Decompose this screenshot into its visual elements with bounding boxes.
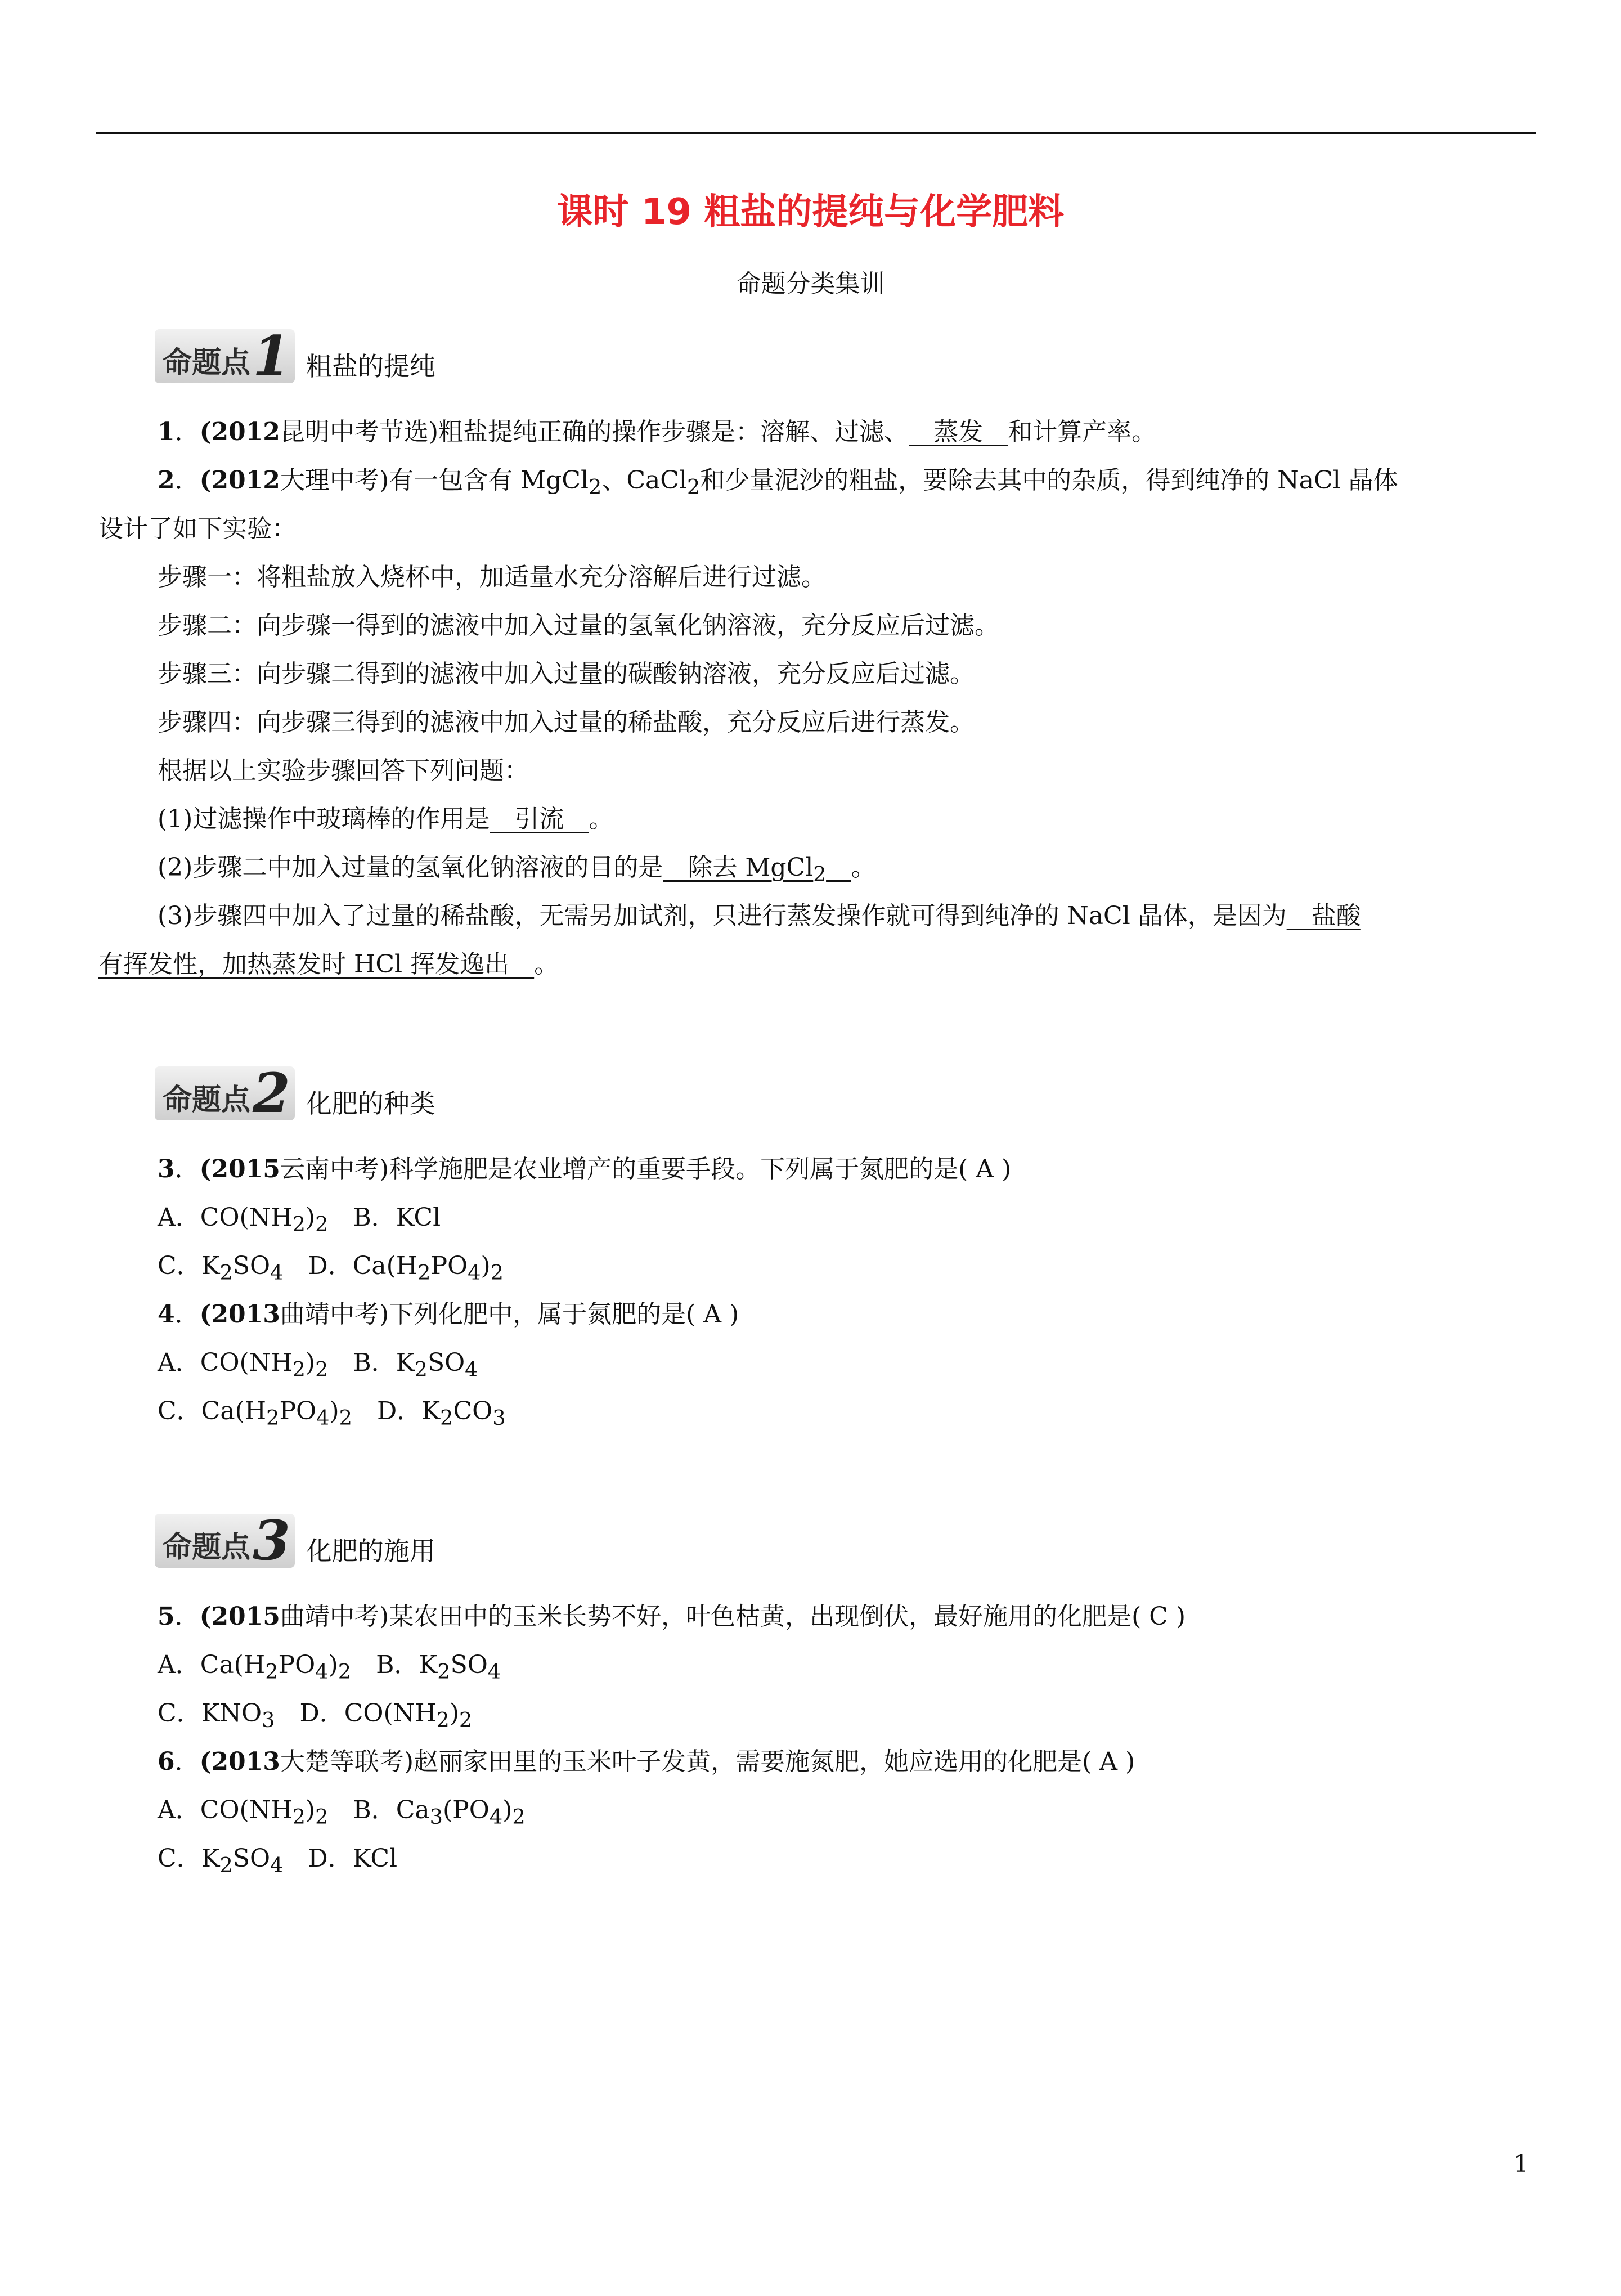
question-2-stem-cont: 设计了如下实验： [98, 514, 297, 543]
question-2-part-2: (2)步骤二中加入过量的氢氧化钠溶液的目的是__除去 MgCl$_2$__。 [158, 853, 876, 886]
options-4-ab: A．$CO(NH_2)_2$ B．$K_2SO_4$ [158, 1348, 478, 1382]
question-2-part-3-cont: 有挥发性，加热蒸发时 HCl 挥发逸出__。 [98, 950, 559, 979]
answer-blank: __盐酸 [1286, 902, 1361, 930]
topic-title: 粗盐的提纯 [306, 351, 435, 382]
topic-badge: 命题点 1 [155, 329, 295, 383]
options-6-cd: C．$K_2SO_4$ D．KCl [158, 1844, 398, 1877]
options-6-ab: A．$CO(NH_2)_2$ B．$Ca_3(PO_4)_2$ [158, 1796, 526, 1829]
topic-title: 化肥的施用 [306, 1536, 435, 1566]
topic-badge: 命题点 2 [155, 1066, 295, 1120]
question-1: 1．(2012昆明中考节选)粗盐提纯正确的操作步骤是：溶解、过滤、__蒸发__和计算产率。 [158, 418, 1157, 446]
options-3-cd: C．$K_2SO_4$ D．$Ca(H_2PO_4)_2$ [158, 1252, 504, 1285]
topic-header-2 [155, 1061, 435, 1125]
header-rule [96, 132, 1536, 134]
topic-badge: 命题点 3 [155, 1514, 295, 1568]
question-2-part-3: (3)步骤四中加入了过量的稀盐酸，无需另加试剂，只进行蒸发操作就可得到纯净的 NaCl 晶体，是因为__盐酸 [158, 902, 1361, 930]
question-4: 4．(2013曲靖中考)下列化肥中，属于氮肥的是( A ) [158, 1300, 739, 1329]
options-5-ab: A．$Ca(H_2PO_4)_2$ B．$K_2SO_4$ [158, 1651, 501, 1684]
options-3-ab: A．$CO(NH_2)_2$ B．KCl [158, 1203, 441, 1236]
step-3: 步骤三：向步骤二得到的滤液中加入过量的碳酸钠溶液，充分反应后过滤。 [158, 660, 975, 688]
question-5: 5．(2015曲靖中考)某农田中的玉米长势不好，叶色枯黄，出现倒伏，最好施用的化肥是( C ) [158, 1602, 1186, 1631]
answer-blank: __蒸发__ [909, 418, 1008, 446]
options-5-cd: C．$KNO_3$ D．$CO(NH_2)_2$ [158, 1699, 473, 1732]
page-title: 课时 19 粗盐的提纯与化学肥料 [556, 191, 1065, 233]
question-2-stem: 2．(2012大理中考)有一包含有 MgCl$_2$、CaCl$_2$和少量泥沙的粗盐，要除去其中的杂质，得到纯净的 NaCl 晶体 [158, 466, 1398, 499]
question-2-ask: 根据以上实验步骤回答下列问题： [158, 756, 529, 785]
topic-title: 化肥的种类 [306, 1088, 435, 1119]
answer-blank: __除去 MgCl$_2$__ [663, 853, 851, 886]
step-1: 步骤一：将粗盐放入烧杯中，加适量水充分溶解后进行过滤。 [158, 563, 826, 591]
topic-header-3 [155, 1509, 435, 1572]
answer-blank: __引流__ [490, 805, 589, 833]
question-3: 3．(2015云南中考)科学施肥是农业增产的重要手段。下列属于氮肥的是( A ) [158, 1155, 1012, 1183]
answer-blank: 有挥发性，加热蒸发时 HCl 挥发逸出__ [98, 950, 535, 979]
page-subtitle: 命题分类集训 [736, 270, 885, 298]
step-4: 步骤四：向步骤三得到的滤液中加入过量的稀盐酸，充分反应后进行蒸发。 [158, 708, 975, 737]
page-number: 1 [1514, 2150, 1529, 2177]
step-2: 步骤二：向步骤一得到的滤液中加入过量的氢氧化钠溶液，充分反应后过滤。 [158, 611, 999, 640]
options-4-cd: C．$Ca(H_2PO_4)_2$ D．$K_2CO_3$ [158, 1397, 506, 1430]
question-2-part-1: (1)过滤操作中玻璃棒的作用是__引流__。 [158, 805, 614, 833]
question-6: 6．(2013大楚等联考)赵丽家田里的玉米叶子发黄，需要施氮肥，她应选用的化肥是( A ) [158, 1747, 1135, 1776]
topic-header-1 [155, 324, 435, 388]
